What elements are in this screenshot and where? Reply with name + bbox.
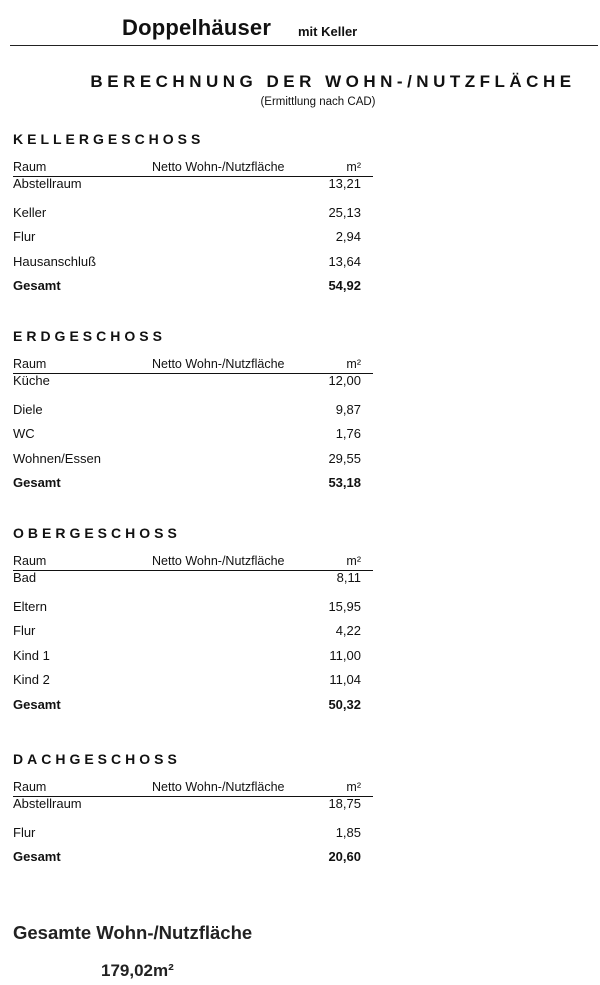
floor-section xyxy=(13,525,373,718)
column-header-unit: m² xyxy=(346,554,361,568)
area-value: 15,95 xyxy=(328,598,361,614)
floor-section xyxy=(13,751,373,871)
table-row xyxy=(13,620,373,645)
column-header-net-area: Netto Wohn-/Nutzfläche xyxy=(152,554,285,568)
document-title: Doppelhäuser xyxy=(122,15,272,40)
room-name: Abstellraum xyxy=(13,176,82,191)
table-row xyxy=(13,645,373,670)
total-row xyxy=(13,694,373,719)
document-header xyxy=(10,12,598,46)
room-name: Wohnen/Essen xyxy=(13,450,101,466)
room-name: Eltern xyxy=(13,598,47,614)
table-row xyxy=(13,374,373,399)
table-header xyxy=(13,357,373,374)
column-header-unit: m² xyxy=(346,357,361,371)
room-name: Bad xyxy=(13,570,37,585)
area-value: 8,11 xyxy=(336,570,361,585)
column-header-unit: m² xyxy=(346,780,361,794)
room-name: Hausanschluß xyxy=(13,253,97,269)
section-title: DACHGESCHOSS xyxy=(13,751,181,767)
table-header xyxy=(13,160,373,177)
table-row xyxy=(13,822,373,847)
area-value: 1,85 xyxy=(335,824,361,840)
room-name: Diele xyxy=(13,401,43,417)
total-value: 20,60 xyxy=(328,849,361,864)
room-name: Keller xyxy=(13,204,47,220)
floor-section xyxy=(13,131,373,300)
total-label: Gesamt xyxy=(13,278,61,293)
room-name: Küche xyxy=(13,373,50,388)
column-header-room: Raum xyxy=(13,780,47,794)
area-value: 29,55 xyxy=(328,450,361,466)
section-title: OBERGESCHOSS xyxy=(13,525,181,541)
column-header-unit: m² xyxy=(346,160,361,174)
table-row xyxy=(13,177,373,202)
calculation-subtitle: (Ermittlung nach CAD) xyxy=(260,96,376,108)
table-header xyxy=(13,780,373,797)
room-name: Flur xyxy=(13,824,36,840)
table-row xyxy=(13,448,373,473)
area-value: 13,21 xyxy=(328,176,361,191)
table-row xyxy=(13,797,373,822)
total-label: Gesamt xyxy=(13,849,61,864)
total-value: 54,92 xyxy=(328,278,361,293)
table-row xyxy=(13,596,373,621)
column-header-net-area: Netto Wohn-/Nutzfläche xyxy=(152,780,285,794)
area-value: 11,00 xyxy=(329,647,361,663)
area-value: 1,76 xyxy=(335,426,361,441)
total-row xyxy=(13,472,373,497)
total-value: 50,32 xyxy=(328,696,361,712)
room-name: Flur xyxy=(13,229,36,244)
section-title: ERDGESCHOSS xyxy=(13,328,166,344)
area-value: 25,13 xyxy=(328,204,361,220)
area-value: 9,87 xyxy=(335,401,361,417)
grand-total-label: Gesamte Wohn-/Nutzfläche xyxy=(13,922,253,943)
column-header-room: Raum xyxy=(13,357,47,371)
table-row xyxy=(13,202,373,227)
table-row xyxy=(13,571,373,596)
table-row xyxy=(13,423,373,448)
total-label: Gesamt xyxy=(13,475,61,490)
column-header-room: Raum xyxy=(13,554,47,568)
calculation-title: BERECHNUNG DER WOHN-/NUTZFLÄCHE xyxy=(90,72,576,91)
total-label: Gesamt xyxy=(13,696,61,712)
table-row xyxy=(13,669,373,694)
document-subtitle: mit Keller xyxy=(298,24,358,39)
total-value: 53,18 xyxy=(328,475,361,490)
room-name: WC xyxy=(13,426,35,441)
area-value: 2,94 xyxy=(335,229,361,244)
room-name: Flur xyxy=(13,623,36,638)
room-name: Kind 2 xyxy=(13,672,50,687)
area-value: 12,00 xyxy=(328,373,361,388)
total-row xyxy=(13,846,373,871)
floor-section xyxy=(13,328,373,497)
column-header-net-area: Netto Wohn-/Nutzfläche xyxy=(152,160,285,174)
column-header-net-area: Netto Wohn-/Nutzfläche xyxy=(152,357,285,371)
table-header xyxy=(13,554,373,571)
total-row xyxy=(13,275,373,300)
area-value: 11,04 xyxy=(329,672,361,687)
room-name: Kind 1 xyxy=(13,647,50,663)
room-name: Abstellraum xyxy=(13,796,82,811)
area-value: 18,75 xyxy=(328,796,361,811)
table-row xyxy=(13,251,373,276)
table-row xyxy=(13,399,373,424)
grand-total-value: 179,02m² xyxy=(101,961,174,980)
table-row xyxy=(13,226,373,251)
section-title: KELLERGESCHOSS xyxy=(13,131,205,147)
column-header-room: Raum xyxy=(13,160,47,174)
area-value: 4,22 xyxy=(335,623,361,638)
area-value: 13,64 xyxy=(328,253,361,269)
